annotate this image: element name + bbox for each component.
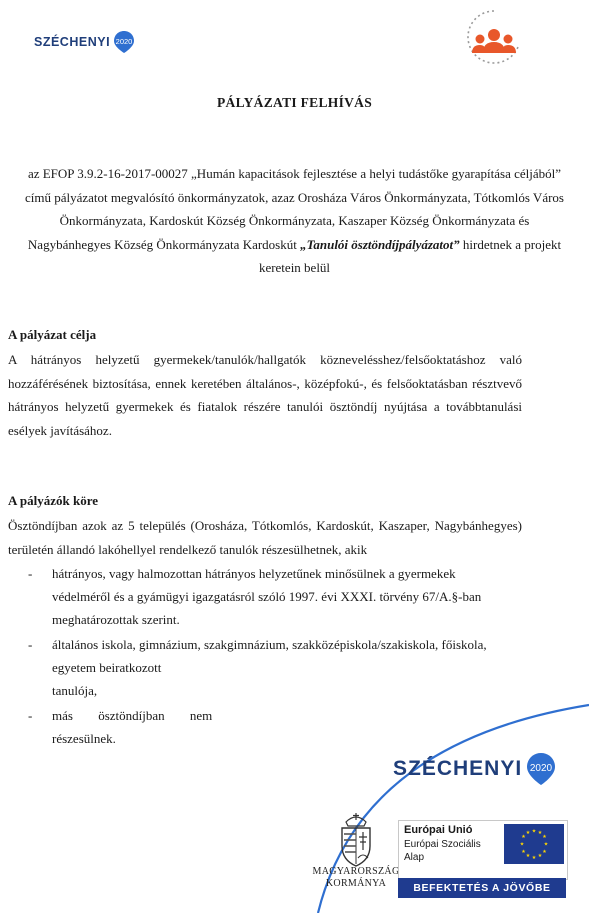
svg-text:★: ★ <box>531 855 537 861</box>
szechenyi-footer-text: SZÉCHENYI <box>393 757 523 780</box>
hungarian-coat-of-arms-icon <box>330 812 382 868</box>
list-item <box>28 562 528 631</box>
list-dash: - <box>28 708 33 723</box>
list-dash: - <box>28 566 33 581</box>
svg-text:★: ★ <box>521 849 526 855</box>
intro-text-end: hirdetnek a projekt keretein belül <box>258 236 562 275</box>
eu-flag-icon <box>504 824 564 864</box>
list-item-line: védelméről és a gyámügyi igazgatásról szóló 1997. évi XXXI. törvény 67/A.§-ban <box>52 589 482 604</box>
szechenyi-logo-year: 2020 <box>115 37 133 46</box>
eu-line-3: Alap <box>404 852 425 863</box>
svg-text:★: ★ <box>531 828 537 835</box>
svg-text:★: ★ <box>521 834 526 840</box>
intro-text: az EFOP 3.9.2-16-2017-00027 „Humán kapacitások fejlesztése a helyi tudástőke gyarapítása céljából” című pályázatot megvalósító önkormányzatok, azaz Orosháza Város Önkormányzata, Tótkomlós Város Önkormányzata, Kardoskút Község Önkormányzata, Kaszaper Község Önkormányzata és Nagybánhegyes Község Önkormányzata Kardoskút <box>25 166 564 252</box>
svg-text:★: ★ <box>542 834 547 840</box>
section-heading-applicants: A pályázók köre <box>8 493 99 508</box>
eu-line-2: Európai Szociális <box>404 838 481 850</box>
svg-text:★: ★ <box>537 853 543 859</box>
svg-text:★: ★ <box>543 841 549 848</box>
szechenyi-2020-logo-footer <box>393 752 557 786</box>
svg-text:★: ★ <box>519 841 525 848</box>
list-item-line: egyetem beiratkozott <box>52 660 162 675</box>
section-heading-goal: A pályázat célja <box>8 327 97 342</box>
invest-in-future-banner: BEFEKTETÉS A JÖVŐBE <box>398 878 566 898</box>
list-item-line: más ösztöndíjban nem <box>52 708 213 723</box>
list-item <box>28 633 528 702</box>
eu-fund-label <box>404 824 481 865</box>
section-goal-text: A hátrányos helyzetű gyermekek/tanulók/hallgatók köznevelésshez/felsőoktatáshoz való hozzáférésének biztosítása, ennek keretében általános-, középfokú-, és felsőoktatásban résztvevő hátrányos helyzetű gyermekek és fiatalok részére tanulói ösztöndíj nyújtása a továbbtanulási esélyek javításához. <box>8 352 522 438</box>
list-item-line: meghatározottak szerint. <box>52 612 180 627</box>
szechenyi-logo-text: SZÉCHENYI <box>34 35 111 49</box>
list-dash: - <box>28 637 33 652</box>
gov-line-2: KORMÁNYA <box>325 878 387 889</box>
list-item-line: részesülnek. <box>52 731 116 746</box>
section-applicants-text: Ösztöndíjban azok az 5 település (Orosháza, Tótkomlós, Kardoskút, Kaszaper, Nagybánhegyes) területén állandó lakóhellyel rendelkező tanulók részesülhetnek, akik <box>8 518 522 557</box>
eu-line-1: Európai Unió <box>404 824 473 836</box>
szechenyi-footer-year: 2020 <box>530 763 553 774</box>
list-item <box>28 704 528 750</box>
svg-text:★: ★ <box>542 849 547 855</box>
svg-text:★: ★ <box>537 830 543 836</box>
location-pin-icon <box>525 752 557 786</box>
intro-emphasis: „Tanulói ösztöndíjpályázatot” <box>300 236 460 252</box>
svg-text:★: ★ <box>525 853 531 859</box>
svg-text:★: ★ <box>525 830 531 836</box>
list-item-line: tanulója, <box>52 683 98 698</box>
hungarian-government-label <box>300 866 412 890</box>
gov-line-1: MAGYARORSZÁG <box>312 866 400 877</box>
community-people-logo <box>464 7 524 67</box>
list-item-line: hátrányos, vagy halmozottan hátrányos helyzetűnek minősülnek a gyermekek <box>52 566 456 581</box>
eligibility-list <box>28 562 528 750</box>
page-title: PÁLYÁZATI FELHÍVÁS <box>216 95 373 110</box>
location-pin-icon <box>112 30 136 54</box>
intro-paragraph <box>20 162 569 280</box>
szechenyi-2020-logo-header <box>34 30 136 54</box>
list-item-line: általános iskola, gimnázium, szakgimnázium, szakközépiskola/szakiskola, főiskola, <box>52 637 487 652</box>
